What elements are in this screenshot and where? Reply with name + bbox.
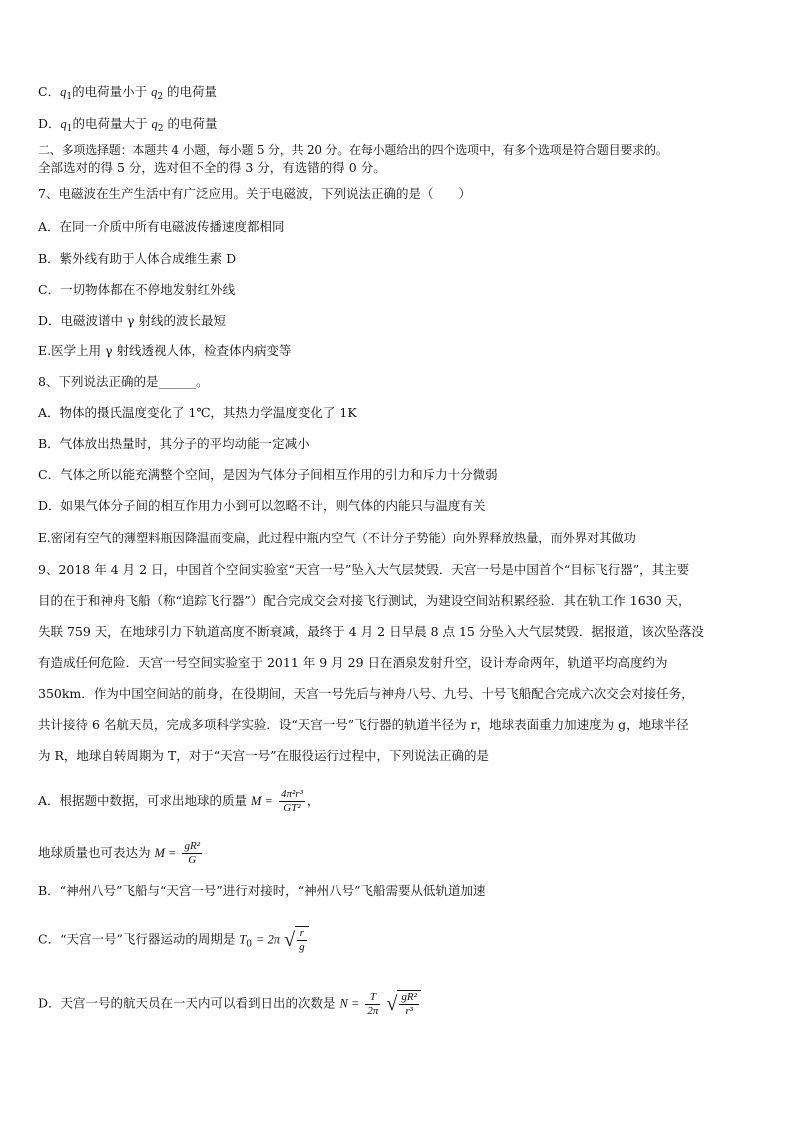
question-9-option-a-continued — [38, 840, 758, 867]
question-7-option-e: E.医学上用 γ 射线透视人体，检查体内病变等 — [38, 343, 292, 358]
period-sqrt — [284, 926, 308, 954]
question-8-option-d: D．如果气体分子间的相互作用力小到可以忽略不计，则气体的内能只与温度有关 — [38, 498, 486, 513]
mass-formula-fraction — [279, 788, 305, 815]
option-text: 地球质量也可表达为 — [38, 845, 151, 860]
question-7-option-b: B．紫外线有助于人体合成维生素 D — [38, 251, 237, 266]
subscript: 1 — [66, 124, 73, 134]
question-8-option-e: E.密闭有空气的薄塑料瓶因降温而变扁，此过程中瓶内空气（不计分子势能）向外界释放热量，而外界对其做功 — [38, 531, 636, 545]
fraction-numerator: T — [365, 991, 380, 1005]
radicand-fraction — [297, 927, 307, 954]
question-9-line-6: 共计接待 6 名航天员，完成多项科学实验．设“天宫一号”飞行器的轨道半径为 r，地球表面重力加速度为 g，地球半径 — [38, 717, 689, 732]
punctuation: ， — [306, 793, 320, 808]
question-9-option-c — [38, 926, 758, 954]
option-text: C．“天宫一号”飞行器运动的周期是 — [38, 931, 236, 947]
option-text: D．天宫一号的航天员在一天内可以看到日出的次数是 — [38, 995, 336, 1011]
subscript: 2 — [157, 92, 164, 102]
question-8-option-c: C．气体之所以能充满整个空间，是因为气体分子间相互作用的引力和斥力十分微弱 — [38, 467, 498, 482]
question-8-option-b: B．气体放出热量时，其分子的平均动能一定减小 — [38, 436, 310, 451]
option-text: 的电荷量 — [167, 84, 218, 99]
option-text: A．根据题中数据，可求出地球的质量 — [38, 793, 248, 808]
option-text: 的电荷量大于 — [72, 116, 148, 131]
section-instructions: 全部选对的得 5 分，选对但不全的得 3 分，有选错的得 0 分。 — [38, 160, 386, 175]
option-d-prev — [38, 116, 758, 137]
count-formula-fraction — [365, 991, 380, 1018]
question-8: 8、下列说法正确的是______。 — [38, 374, 209, 389]
question-9-option-b: B．“神州八号”飞船与“天宫一号”进行对接时，“神州八号”飞船需要从低轨道加速 — [38, 883, 486, 898]
formula-eq: = 2π — [256, 932, 281, 947]
fraction-denominator: g — [299, 941, 305, 953]
fraction-numerator: r — [297, 927, 307, 941]
fraction-numerator: gR² — [184, 840, 200, 852]
fraction-numerator: gR² — [401, 991, 417, 1003]
section-heading: 二、多项选择题：本题共 4 小题，每小题 5 分，共 20 分。在每小题给出的四个选项中，有多个选项是符合题目要求的。 — [38, 143, 668, 157]
sqrt-radicand — [397, 990, 421, 1018]
radicand-fraction — [399, 991, 419, 1018]
count-sqrt — [386, 990, 421, 1018]
question-9-option-a — [38, 788, 758, 815]
subscript: 1 — [66, 92, 73, 102]
question-7-option-d: D．电磁波谱中 γ 射线的波长最短 — [38, 313, 226, 328]
question-9-line-7: 为 R，地球自转周期为 T，对于“天宫一号”在服役运行过程中，下列说法正确的是 — [38, 748, 489, 763]
formula-lhs: M = — [154, 846, 177, 860]
fraction-denominator: r³ — [405, 1005, 413, 1017]
sqrt-sign: √ — [284, 929, 296, 951]
question-8-option-a: A．物体的摄氏温度变化了 1℃，其热力学温度变化了 1K — [38, 405, 357, 420]
mass-alt-formula-fraction — [182, 840, 202, 867]
fraction-denominator: GT² — [283, 802, 301, 814]
subscript: 0 — [246, 939, 253, 950]
symbol-q1: q — [60, 117, 67, 131]
option-text: 的电荷量 — [167, 116, 218, 131]
formula-lhs: N = — [339, 996, 360, 1011]
symbol-q1: q — [60, 85, 67, 99]
option-label: C． — [38, 84, 61, 99]
fraction-denominator: 2π — [367, 1004, 379, 1017]
question-7: 7、电磁波在生产生活中有广泛应用。关于电磁波，下列说法正确的是（ ） — [38, 186, 471, 201]
fraction-denominator: G — [188, 854, 197, 866]
sqrt-sign: √ — [386, 993, 398, 1015]
option-label: D． — [38, 116, 61, 131]
question-7-option-a: A．在同一介质中所有电磁波传播速度都相同 — [38, 219, 285, 234]
question-9-line-3: 失联 759 天，在地球引力下轨道高度不断衰减，最终于 4 月 2 日早晨 8 点 15 分坠入大气层焚毁．据报道，该次坠落没 — [38, 624, 704, 639]
formula-lhs: T — [239, 932, 247, 947]
subscript: 2 — [157, 124, 164, 134]
question-7-option-c: C．一切物体都在不停地发射红外线 — [38, 282, 236, 297]
question-9-line-4: 有造成任何危险．天宫一号空间实验室于 2011 年 9 月 29 日在酒泉发射升空，设计寿命两年，轨道平均高度约为 — [38, 655, 668, 670]
symbol-q2: q — [151, 117, 158, 131]
formula-lhs: M = — [251, 794, 273, 808]
question-9-line-1: 9、2018 年 4 月 2 日，中国首个空间实验室“天宫一号”坠入大气层焚毁．天宫一号是中国首个“目标飞行器”，其主要 — [38, 562, 690, 577]
option-text: 的电荷量小于 — [72, 84, 148, 99]
fraction-numerator: 4π²r³ — [280, 788, 303, 800]
question-9-option-d — [38, 990, 758, 1018]
symbol-q2: q — [151, 85, 158, 99]
sqrt-radicand — [295, 926, 309, 954]
question-9-line-2: 目的在于和神舟飞船（称“追踪飞行器”）配合完成交会对接飞行测试，为建设空间站积累经验．其在轨工作 1630 天， — [38, 593, 691, 608]
option-c-prev — [38, 84, 758, 105]
question-9-line-5: 350km．作为中国空间站的前身，在役期间，天宫一号先后与神舟八号、九号、十号飞船配合完成六次交会对接任务， — [38, 686, 694, 701]
